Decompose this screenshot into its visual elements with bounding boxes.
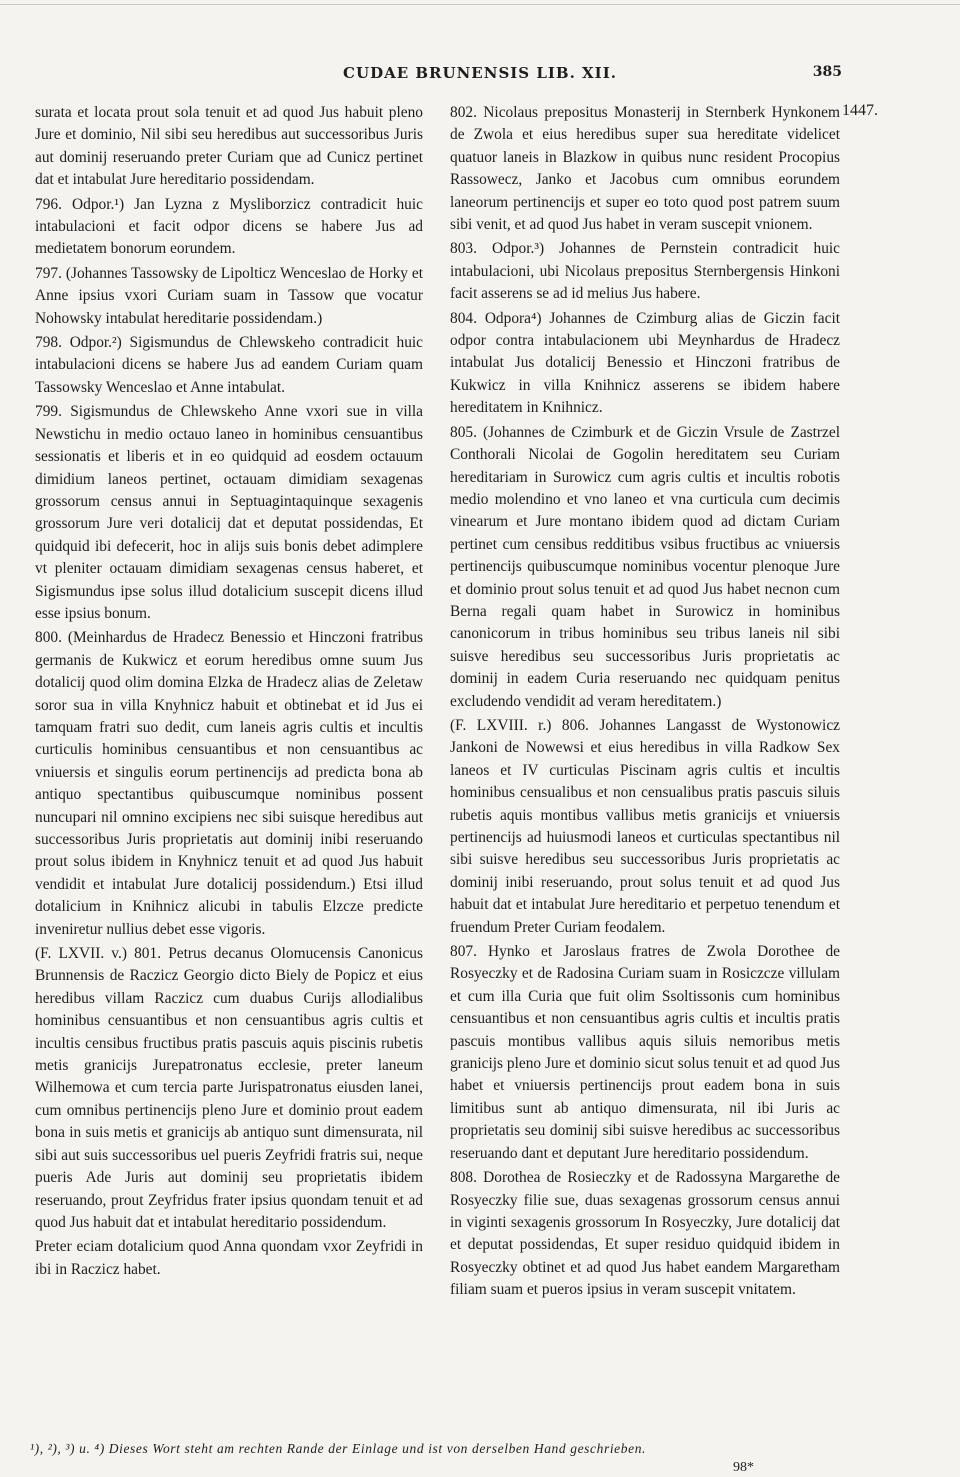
paragraph: 808. Dorothea de Rosieczky et de Radossyna Margarethe de Rosyeczky filie sue, duas sexagenas grossorum census annui in viginti sexagenis grossorum In Rosyeczky, Jure dotalicij dat et deputat possidendas, Et super residuo quidquid ibidem in Rosyeczky obtinet et ad quod Jus habet eandem Margaretham filiam suam et pueros ipsius in veram suscepit vnitatem. [450, 1169, 840, 1299]
paragraph: (F. LXVIII. r.) 806. Johannes Langasst de Wystonowicz Jankoni de Nowewsi et eius heredibus in villa Radkow Sex laneos et IV curticulas Piscinam agris cultis et incultis hominibus censualibus et non censualibus pratis pascuis siluis rubetis aquis montibus vallibus metis granicijs et vniuersis pertinencijs ad huiusmodi laneos et curticulas spectantibus nil sibi suisve heredibus seu successoribus Juris proprietatis ac dominij inibi reseruando, prout solus tenuit et ad quod Jus habuit dat et intabulat Jure hereditario et perpetuo tenendum et fruendum Preter Curiam feodalem. [450, 716, 840, 936]
page-number: 385 [812, 64, 842, 80]
paragraph: 799. Sigismundus de Chlewskeho Anne vxori sue in villa Newstichu in medio octauo laneo in hominibus censuantibus sessionatis et liberis et in eo quidquid ad eosdem octauum dimidium laneos pertinet, octauam dimidiam sexagenas grossorum census annui in Septuagintaquinque sexagenis grossorum Jure veri dotalicij dat et deputat possidendas, Et quidquid ibi defecerit, hoc in alijs suis bonis debet adimplere vt pleniter octauam dimidiam sexagenas census haberet, et Sigismundus ipse solus illud dotalicium suscepit dicens illud esse ipsius bonum. [35, 403, 423, 622]
paragraph: 803. Odpor.³) Johannes de Pernstein contradicit huic intabulacioni, ubi Nicolaus prepositus Sternbergensis Hinkoni facit asserens se ad id melius Jus habere. [450, 240, 840, 303]
paragraph: 802. Nicolaus prepositus Monasterij in Sternberk Hynkonem de Zwola et eius heredibus super sua hereditate videlicet quatuor laneis in Blazkow in quibus nunc resident Procopius Rassowecz, Janko et Jacobus cum omnibus eorundem laneorum pertinencijs et super eo toto quod post patrem suum sibi venit, et ad quod Jus habet in veram suscepit vnionem. [450, 104, 840, 234]
paragraph: 805. (Johannes de Czimburk et de Giczin Vrsule de Zastrzel Conthorali Nicolai de Gogolin hereditatem seu Curiam hereditariam in Surowicz cum agris cultis et incultis robotis medio molendino et vno laneo et vna curticula cum decimis vinearum et Jure montano ibidem quod ad dictam Curiam pertinet cum censibus redditibus vsibus fructibus ac vniuersis pertinencijs quibuscumque nominibus vocentur plenoque Jure et dominio prout solus tenuit et ad quod Jus habet necnon cum Berna regali quam habet in Surowicz in hominibus canonicorum in tribus hominibus seu tribus laneis nil sibi suisve heredibus seu successoribus Juris proprietatis ac dominij in eadem Curia reseruando nec quidquam penitus excludendo vendidit ad veram hereditatem.) [450, 423, 840, 710]
paragraph: 807. Hynko et Jaroslaus fratres de Zwola Dorothee de Rosyeczky et de Radosina Curiam suam in Rosiczcze villulam et cum illa Curia que fuit olim Ssoltissonis cum hominibus censuantibus et non censuantibus agris cultis et incultis pratis pascuis montibus vallibus aquis siluis nemoribus metis granicijs pleno Jure et dominio sicut solus tenuit et ad quod Jus habet et vniuersis pertinencijs prout eadem bona in suis limitibus sunt ab antiquo dimensurata, nil ibi Juris ac proprietatis seu dominij sibi suisve heredibus ac successoribus reseruando dant et deputant Jure hereditario possidendum. [450, 943, 840, 1162]
scan-edge-line [0, 4, 960, 5]
paragraph: Preter eciam dotalicium quod Anna quondam vxor Zeyfridi in ibi in Raczicz habet. [35, 1238, 423, 1278]
paragraph: 796. Odpor.¹) Jan Lyzna z Mysliborzicz contradicit huic intabulacioni et facit odpor dicens se habere Jus ad medietatem bonorum eorundem. [35, 195, 423, 258]
paragraph: surata et locata prout sola tenuit et ad quod Jus habuit pleno Jure et dominio, Nil sibi seu heredibus aut successoribus Juris aut dominij reseruando preter Curiam que ad Cunicz pertinet dat et intabulat Jure hereditario possidendam. [35, 104, 423, 189]
margin-year: 1447. [842, 102, 878, 119]
footnotes: ¹), ²), ³) u. ⁴) Dieses Wort steht am rechten Rande der Einlage und ist von derselben Hand geschrieben. [30, 1441, 647, 1456]
sheet-signature: 98* [733, 1460, 754, 1475]
left-column [35, 102, 423, 1281]
right-column [450, 102, 840, 1302]
running-head: CUDAE BRUNENSIS LIB. XII. [343, 64, 617, 82]
paragraph: 800. (Meinhardus de Hradecz Benessio et Hinczoni fratribus germanis de Kukwicz et eorum heredibus omne suum Jus dotalicij quod olim domina Elzka de Hradecz alias de Zeletaw soror sua in villa Knyhnicz habuit et obtinebat et id Jus ei tamquam fratri suo dedit, cum laneis agris cultis et incultis curticulis hominibus censuantibus et non censuantibus ac vniuersis et singulis eorum pertinencijs ad predicta bona ab antiquo spectantibus quibuscumque nominibus possent nuncupari nil omnino excipiens nec sibi suisque heredibus aut successoribus Juris proprietatis aut dominij inibi reseruando prout solus ibidem in Knyhnicz tenuit et ad quod Jus habuit vendidit et intabulat Jure dotalicij possidendum.) Etsi illud dotalicium in Knihnicz alicubi in tabulis Elzcze predicte inveniretur nullius debet esse vigoris. [35, 629, 423, 938]
paragraph: 797. (Johannes Tassowsky de Lipolticz Wenceslao de Horky et Anne ipsius vxori Curiam suam in Tassow que vocatur Nohowsky intabulat hereditarie possidendam.) [35, 264, 423, 327]
paragraph: 798. Odpor.²) Sigismundus de Chlewskeho contradicit huic intabulacioni dicens se habere Jus ad eandem Curiam quam Tassowsky Wenceslao et Anne intabulat. [35, 334, 423, 396]
paragraph: (F. LXVII. v.) 801. Petrus decanus Olomucensis Canonicus Brunnensis de Raczicz Georgio dicto Biely de Popicz et eius heredibus villam Raczicz cum duabus Curijs allodialibus hominibus censuantibus et non censuantibus agris cultis et incultis censibus fructibus pratis pascuis aquis piscinis rubetis metis granicijs Jurepatronatus ecclesie, preter laneum Wilhemowa et cum tercia parte Jurispatronatus eiusden lanei, cum omnibus pertinencijs pleno Jure et dominio prout eadem bona in suis metis et granicijs ab antiquo sunt dimensurata, nil sibi aut suis successoribus uel pueris Zeyfridi fratris sui, neque pueris Ade Juris aut dominij seu proprietatis ibidem reseruando, prout Zeyfridus frater ipsius quondam tenuit et ad quod Jus habuit dat et intabulat hereditario possidendum. [35, 945, 423, 1231]
paragraph: 804. Odpora⁴) Johannes de Czimburg alias de Giczin facit odpor contra intabulacionem ubi Meynhardus de Hradecz intabulat Jus dotalicij Benessio et Hinczoni fratribus de Kukwicz in villa Knihnicz asserens se ibidem habere hereditatem in Knihnicz. [450, 309, 840, 417]
